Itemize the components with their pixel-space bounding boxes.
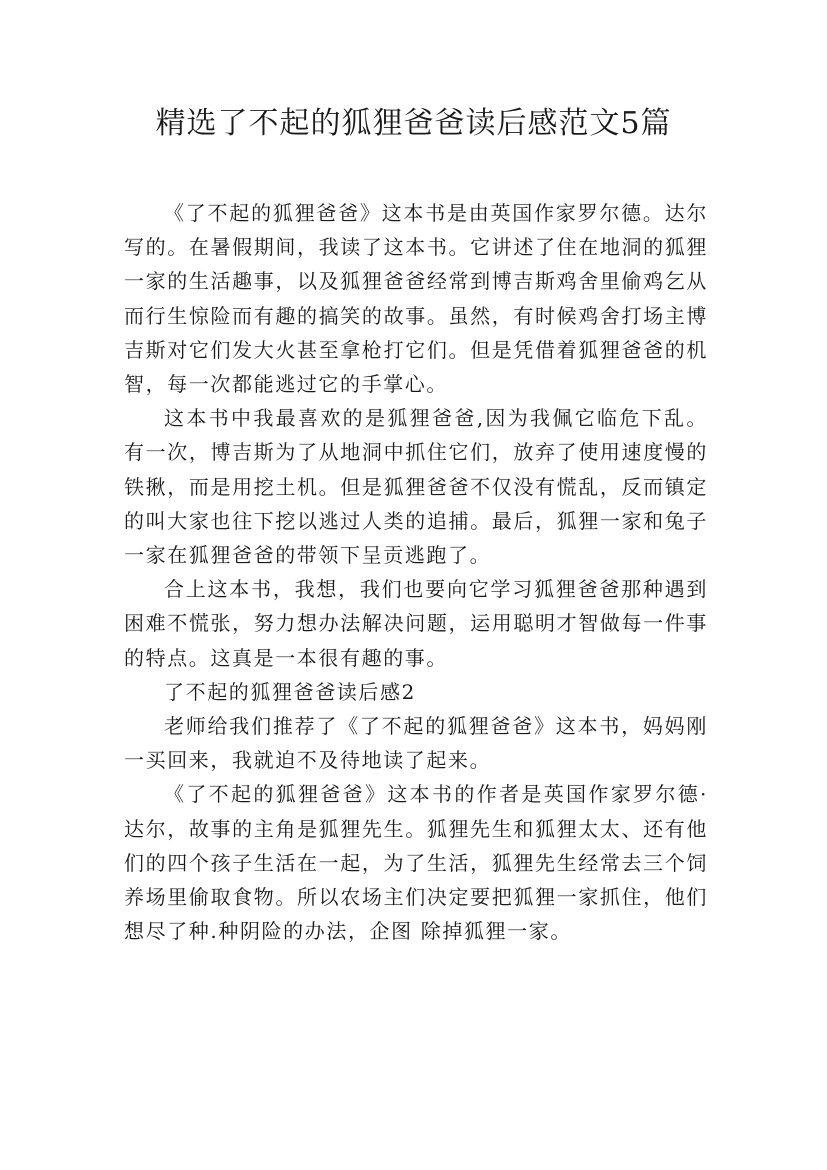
section-heading-2: 了不起的狐狸爸爸读后感2 bbox=[164, 679, 416, 704]
paragraph-5: 《了不起的狐狸爸爸》这本书的作者是英国作家罗尔德·达尔，故事的主角是狐狸先生。狐狸先生和狐狸太太、还有他们的四个孩子生活在一起，为了生活，狐狸先生经常去三个饲养场里偷取食物。所以农场主们决定要把狐狸一家抓住，他们想尽了种.种阴险的办法，企图 除掉狐狸一家。 bbox=[124, 782, 708, 944]
document-title: 精选了不起的狐狸爸爸读后感范文5篇 bbox=[155, 106, 672, 141]
paragraph-1: 《了不起的狐狸爸爸》这本书是由英国作家罗尔德。达尔写的。在暑假期间，我读了这本书。它讲述了住在地洞的狐狸一家的生活趣事，以及狐狸爸爸经常到博吉斯鸡舍里偷鸡乞从而行生惊险而有趣的搞笑的故事。虽然，有时候鸡舍打场主博吉斯对它们发大火甚至拿枪打它们。但是凭借着狐狸爸爸的机智，每一次都能逃过它的手掌心。 bbox=[124, 201, 708, 397]
document-body bbox=[124, 196, 708, 948]
paragraph-2: 这本书中我最喜欢的是狐狸爸爸,因为我佩它临危下乱。有一次，博吉斯为了从地洞中抓住它们，放弃了使用速度慢的铁揪，而是用挖土机。但是狐狸爸爸不仅没有慌乱，反而镇定的叫大家也往下挖以逃过人类的追捕。最后，狐狸一家和兔子一家在狐狸爸爸的带领下呈贡逃跑了。 bbox=[124, 406, 708, 568]
paragraph-4: 老师给我们推荐了《了不起的狐狸爸爸》这本书，妈妈刚一买回来，我就迫不及待地读了起来。 bbox=[124, 714, 708, 773]
paragraph-3: 合上这本书，我想，我们也要向它学习狐狸爸爸那种遇到困难不慌张，努力想办法解决问题，运用聪明才智做每一件事的特点。这真是一本很有趣的事。 bbox=[124, 577, 708, 670]
